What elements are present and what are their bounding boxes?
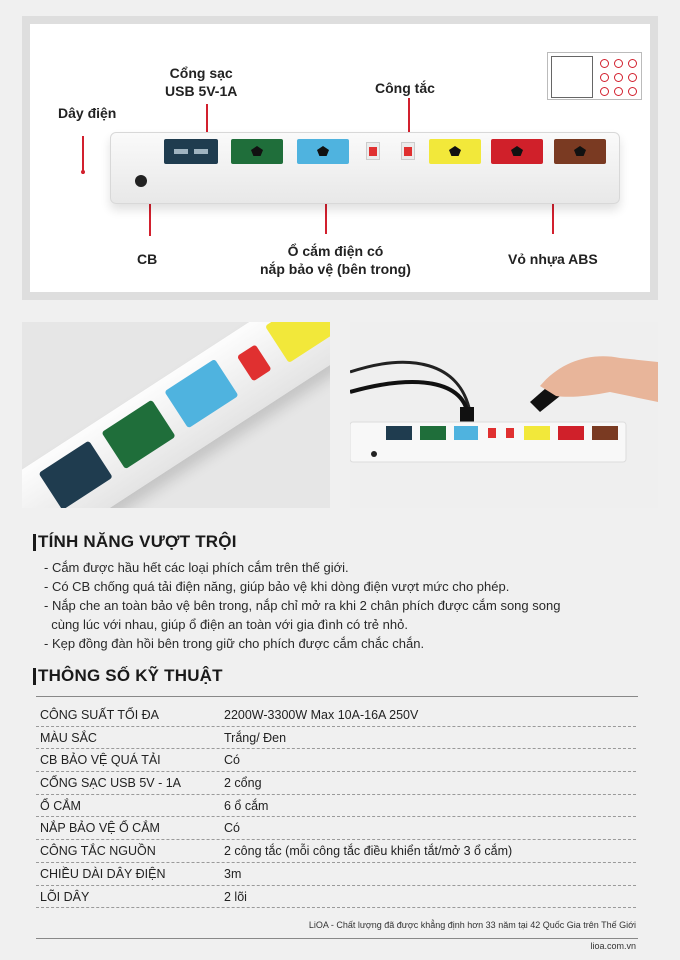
cert-mark-icon (614, 59, 623, 68)
spec-key: CHIỀU DÀI DÂY ĐIỆN (40, 866, 166, 881)
spec-value: 6 ổ cắm (224, 798, 269, 813)
product-diagram (30, 24, 650, 292)
label-abs-shell: Vỏ nhựa ABS (508, 251, 598, 267)
feature-item: - Có CB chống quá tải điện năng, giúp bảo vệ khi dòng điện vượt mức cho phép. (44, 579, 510, 594)
spec-row (36, 840, 636, 863)
socket-yellow (265, 322, 330, 363)
spec-value: Có (224, 753, 240, 768)
cb-button (135, 175, 147, 187)
cord-leader (82, 136, 84, 174)
spec-value: 3m (224, 866, 242, 881)
specs-table (36, 704, 636, 908)
socket-brown (554, 139, 606, 164)
feature-item: - Cắm được hầu hết các loại phích cắm trên thế giới. (44, 560, 349, 575)
cert-mark-icon (600, 87, 609, 96)
spec-key: MÀU SẮC (40, 730, 97, 745)
spec-key: CÔNG SUẤT TỐI ĐA (40, 708, 160, 722)
features-list (44, 558, 560, 653)
socket-blue (164, 359, 238, 429)
switch-1 (488, 428, 496, 438)
switch-2 (506, 428, 514, 438)
spec-row (36, 704, 636, 727)
specs-title: THÔNG SỐ KỸ THUẬT (38, 666, 223, 685)
spec-value: 2 lõi (224, 889, 247, 904)
feature-item: cùng lúc với nhau, giúp ổ điện an toàn với gia đình có trẻ nhỏ. (44, 617, 408, 632)
spec-row (36, 886, 636, 909)
cord-leader-dot (81, 170, 85, 174)
spec-key: NẮP BẢO VỆ Ổ CẮM (40, 821, 160, 836)
label-cord: Dây điện (58, 105, 117, 121)
cert-mark-icon (600, 59, 609, 68)
socket-green (420, 426, 446, 440)
spec-row (36, 772, 636, 795)
socket-green (101, 400, 175, 470)
power-strip-angled (22, 322, 330, 508)
cert-mark-icon (628, 73, 637, 82)
spec-key: CB BẢO VỆ QUÁ TẢI (40, 753, 161, 768)
socket-green (231, 139, 283, 164)
cb-button (371, 451, 377, 457)
socket-red (558, 426, 584, 440)
spec-row (36, 727, 636, 750)
hand (540, 356, 658, 402)
in-use-illustration (350, 322, 658, 508)
feature-item: - Nắp che an toàn bảo vệ bên trong, nắp chỉ mở ra khi 2 chân phích được cắm song song (44, 598, 561, 613)
footer-website[interactable]: lioa.com.vn (590, 941, 636, 951)
spec-key: LÕI DÂY (40, 889, 90, 904)
product-photo-in-use (350, 322, 658, 508)
socket-red (491, 139, 543, 164)
spec-row (36, 795, 636, 818)
spec-row (36, 749, 636, 772)
switch-1 (237, 344, 272, 381)
socket-brown (592, 426, 618, 440)
usb-port (386, 426, 412, 440)
usb-port (39, 441, 113, 508)
features-title: TÍNH NĂNG VƯỢT TRỘI (38, 532, 237, 551)
label-switch: Công tắc (375, 80, 435, 96)
switch-2 (401, 142, 415, 160)
spec-row (36, 863, 636, 886)
label-socket: Ổ cắm điện có nắp bảo vệ (bên trong) (260, 243, 411, 277)
spec-key: CỔNG SẠC USB 5V - 1A (40, 776, 182, 791)
specs-divider (36, 696, 638, 697)
spec-value: 2 công tắc (mỗi công tắc điều khiển tắt/mở 3 ổ cắm) (224, 844, 513, 859)
footer-divider (36, 938, 638, 939)
product-photo-angle (22, 322, 330, 508)
label-usb: Cổng sạc USB 5V-1A (165, 65, 238, 99)
product-diagram-panel (22, 16, 658, 300)
feature-item: - Kẹp đồng đàn hồi bên trong giữ cho phích được cắm chắc chắn. (44, 636, 425, 651)
socket-blue (297, 139, 349, 164)
plug-standard-icon (551, 56, 593, 98)
usb-port (164, 139, 218, 164)
spec-value: Có (224, 821, 240, 836)
cable (350, 382, 468, 422)
cert-mark-icon (614, 73, 623, 82)
power-strip (110, 132, 620, 204)
switch-1 (366, 142, 380, 160)
spec-value: Trắng/ Đen (224, 730, 287, 745)
cert-mark-icon (600, 73, 609, 82)
certification-badge (547, 52, 642, 100)
label-cb: CB (137, 251, 158, 267)
socket-blue (454, 426, 478, 440)
spec-value: 2 cổng (224, 776, 262, 791)
socket-yellow (429, 139, 481, 164)
cert-mark-icon (628, 59, 637, 68)
spec-key: Ổ CẮM (40, 798, 81, 813)
cert-mark-icon (628, 87, 637, 96)
spec-key: CÔNG TẮC NGUỒN (40, 844, 156, 859)
spec-value: 2200W-3300W Max 10A-16A 250V (224, 708, 419, 722)
footer-tagline: LiOA - Chất lượng đã được khẳng định hơn 33 năm tại 42 Quốc Gia trên Thế Giới (308, 920, 636, 930)
socket-yellow (524, 426, 550, 440)
cert-mark-icon (614, 87, 623, 96)
spec-row (36, 817, 636, 840)
